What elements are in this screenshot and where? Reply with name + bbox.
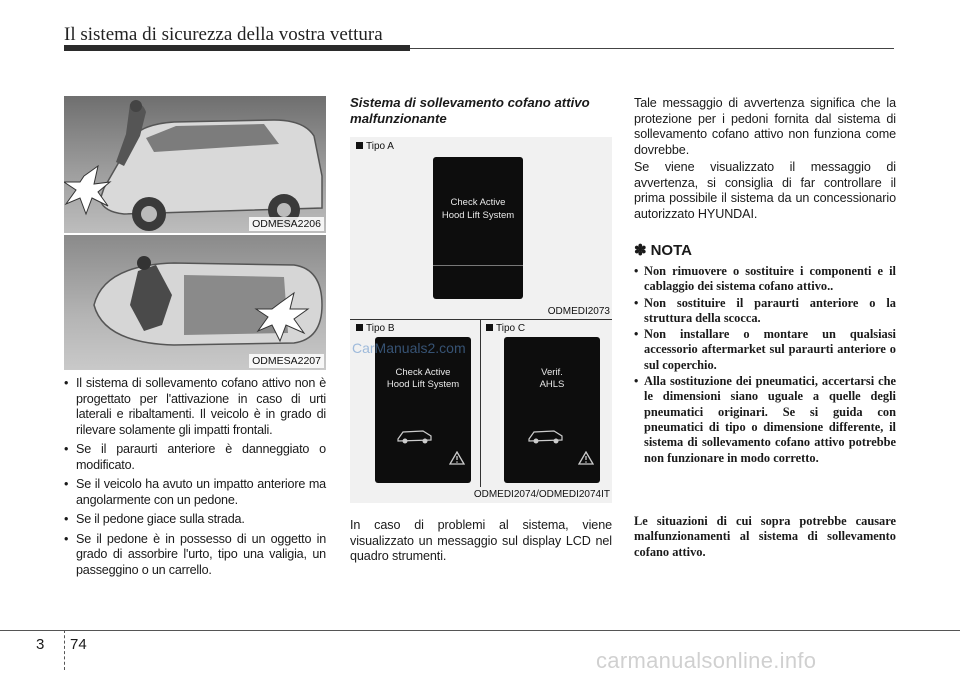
car-pedestrian-icon [526, 425, 566, 445]
lcd-tipo-c [504, 337, 600, 483]
photo-code-top: ODMESA2206 [249, 217, 324, 231]
tipo-c-label: Tipo C [486, 323, 525, 334]
photo-pedestrian-on-hood [64, 235, 326, 370]
photo-front-impact [64, 96, 326, 233]
footer-rule [0, 630, 960, 631]
list-item: • Se il pedone giace sulla strada. [64, 512, 326, 528]
lcd-c-line1: Verif. [541, 367, 563, 378]
footer-tick [64, 630, 65, 670]
figure-divider [480, 319, 481, 487]
square-bullet-icon [356, 324, 363, 331]
watermark-center: CarManuals2.com [352, 340, 466, 356]
asterisk-icon: ✽ [634, 242, 647, 259]
left-bullet-list [64, 376, 326, 582]
page-number: 74 [70, 636, 87, 653]
list-item: • Non sostituire il paraurti anteriore o la struttura della scocca. [634, 296, 896, 327]
warning-meaning-paragraph: Tale messaggio di avvertenza significa che la protezione per i pedoni fornita dal sistema di sollevamento cofano attivo non funziona come dovrebbe. [634, 96, 896, 157]
photo-code-bottom: ODMESA2207 [249, 354, 324, 368]
lcd-a-line1: Check Active [450, 197, 506, 208]
figure-code-bottom: ODMEDI2074/ODMEDI2074IT [473, 489, 610, 500]
lcd-tipo-b [375, 337, 471, 483]
car-pedestrian-icon [395, 425, 435, 445]
tipo-a-label: Tipo A [356, 141, 394, 152]
list-item: • Non installare o montare un qualsiasi accessorio aftermarket sul paraurti anteriore o sul coperchio. [634, 327, 896, 373]
list-item: • Il sistema di sollevamento cofano attivo non è progettato per l'attivazione in caso di urti laterali e ribaltamenti. Il veicolo è in grado di rilevare solamente gli impatti frontali. [64, 376, 326, 438]
dealer-advice-paragraph: Se viene visualizzato il messaggio di avvertenza, si consiglia di far controllare il prima possibile il sistema da un concessionario autorizzato HYUNDAI. [634, 160, 896, 221]
lcd-paragraph: In caso di problemi al sistema, viene visualizzato un messaggio sul display LCD nel quadro strumenti. [350, 518, 612, 563]
figure-code-top: ODMEDI2073 [547, 306, 610, 317]
list-item: • Alla sostituzione dei pneumatici, accertarsi che le dimensioni siano uguale a quelle degli pneumatici originari. Se si guida con pneumatici di tipo o dimensione differente, il sistema di sollevamento cofano attivo potrebbe non funzionare in modo corretto. [634, 374, 896, 466]
page-header-title: Il sistema di sicurezza della vostra vettura [64, 24, 383, 45]
lcd-tipo-a [433, 157, 523, 299]
warning-triangle-icon [578, 451, 594, 465]
list-item: • Se il veicolo ha avuto un impatto anteriore ma angolarmente con un pedone. [64, 477, 326, 508]
lcd-b-line2: Hood Lift System [386, 379, 460, 390]
watermark-bottom: carmanualsonline.info [596, 648, 817, 673]
lcd-b-line1: Check Active [395, 367, 451, 378]
header-bar [64, 45, 410, 51]
list-item: • Se il paraurti anteriore è danneggiato o modificato. [64, 442, 326, 473]
list-item: • Se il pedone è in possesso di un oggetto in grado di assorbire l'urto, tipo una valigia, un passeggino o un carrello. [64, 532, 326, 579]
nota-list [634, 264, 896, 467]
lcd-c-line2: AHLS [539, 379, 565, 390]
section-number: 3 [36, 636, 45, 653]
square-bullet-icon [486, 324, 493, 331]
suv-impact-illustration [64, 96, 326, 233]
suv-topview-illustration [64, 235, 326, 370]
lcd-warning-figure [350, 137, 612, 503]
lcd-divider [433, 265, 523, 266]
nota-conclusion: Le situazioni di cui sopra potrebbe causare malfunzionamenti al sistema di sollevamento cofano attivo. [634, 514, 896, 559]
header-rule [410, 48, 894, 49]
figure-divider [350, 319, 612, 320]
lcd-a-line2: Hood Lift System [441, 210, 515, 221]
list-item: • Non rimuovere o sostituire i componenti e il cablaggio dei sistema cofano attivo.. [634, 264, 896, 295]
section-title: Sistema di sollevamento cofano attivo malfunzionante [350, 95, 590, 126]
warning-triangle-icon [449, 451, 465, 465]
nota-heading: ✽ NOTA [634, 242, 692, 259]
square-bullet-icon [356, 142, 363, 149]
tipo-b-label: Tipo B [356, 323, 395, 334]
